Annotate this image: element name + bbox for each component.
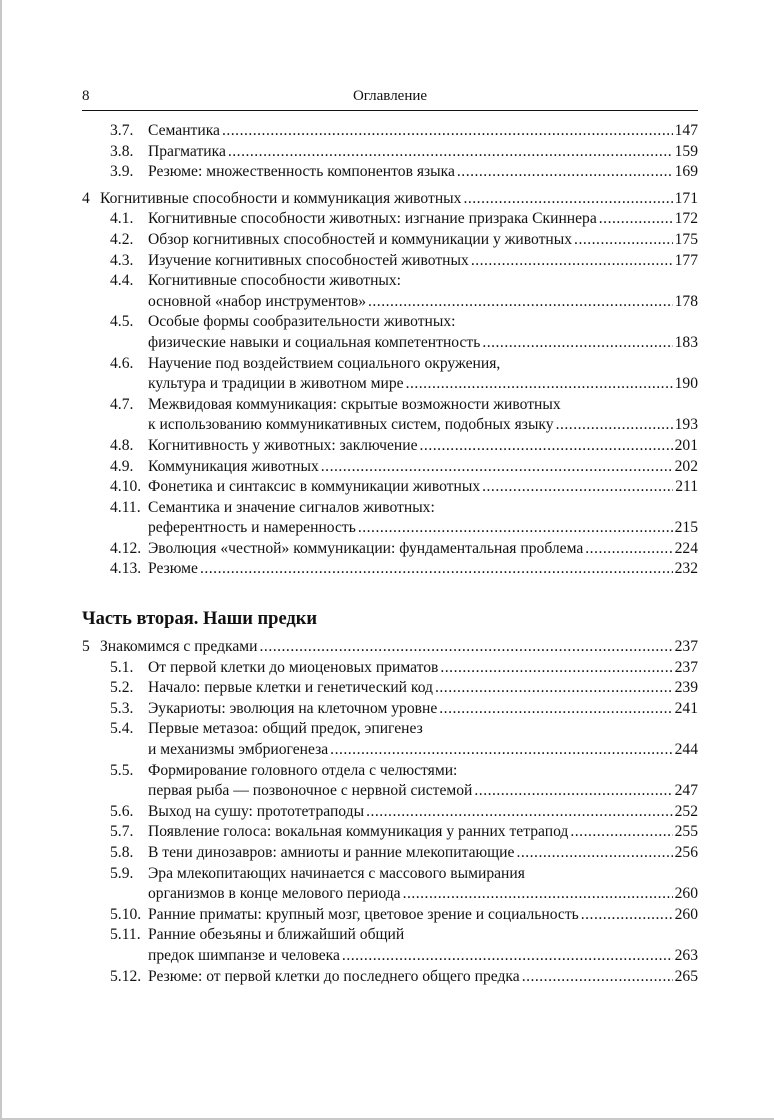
entry-title: Межвидовая коммуникация: скрытые возможности животных — [148, 395, 561, 413]
entry-page-number: 255 — [674, 823, 698, 841]
toc-entry[interactable] — [82, 946, 698, 967]
toc-entry[interactable] — [82, 333, 698, 354]
toc-entry[interactable] — [82, 781, 698, 802]
toc-entry[interactable] — [82, 925, 698, 946]
running-head — [82, 86, 698, 111]
entry-number: 4.2. — [110, 230, 134, 248]
entry-title: Начало: первые клетки и генетический код — [148, 679, 433, 697]
dot-leader — [222, 121, 673, 142]
entry-title-line — [148, 121, 698, 142]
entry-number: 5.10. — [110, 905, 142, 923]
dot-leader — [516, 843, 672, 864]
entry-number: 4.3. — [110, 251, 134, 269]
entry-title: Ранние обезьяны и ближайший общий — [148, 926, 405, 944]
toc-entry[interactable] — [82, 658, 698, 679]
entry-title: От первой клетки до миоценовых приматов — [148, 658, 439, 676]
entry-page-number: 224 — [674, 539, 698, 557]
entry-title-line — [148, 395, 698, 416]
toc-entry[interactable] — [82, 822, 698, 843]
entry-title: Когнитивные способности и коммуникация животных — [100, 189, 462, 207]
entry-title: Формирование головного отдела с челюстями: — [148, 761, 458, 779]
entry-title-line — [148, 884, 698, 905]
entry-title-line — [148, 802, 698, 823]
entry-page-number: 171 — [674, 189, 698, 207]
entry-page-number: 263 — [674, 946, 698, 964]
entry-number: 4.13. — [110, 560, 142, 578]
entry-title-line — [148, 477, 698, 498]
entry-number: 4.9. — [110, 457, 134, 475]
entry-title-line — [148, 333, 698, 354]
entry-page-number: 190 — [674, 375, 698, 393]
dot-leader — [556, 415, 673, 436]
entry-title: Когнитивные способности животных: — [148, 272, 402, 290]
entry-number: 4.7. — [110, 395, 134, 413]
entry-title: Ранние приматы: крупный мозг, цветовое зрение и социальность — [148, 905, 579, 923]
table-of-contents — [82, 121, 698, 987]
toc-entry[interactable] — [82, 162, 698, 183]
dot-leader — [200, 559, 673, 580]
entry-title: Выход на сушу: прототетраподы — [148, 802, 365, 820]
entry-page-number: 252 — [674, 802, 698, 820]
entry-page-number: 260 — [674, 905, 698, 923]
entry-number: 4 — [82, 189, 90, 207]
entry-title-line — [148, 436, 698, 457]
dot-leader — [482, 333, 672, 354]
part-title: Часть вторая. Наши предки — [82, 609, 318, 630]
entry-page-number: 202 — [674, 457, 698, 475]
entry-page-number: 241 — [674, 699, 698, 717]
toc-entry[interactable] — [82, 457, 698, 478]
entry-title-line — [148, 699, 698, 720]
dot-leader — [482, 477, 673, 498]
entry-page-number: 256 — [674, 844, 698, 861]
entry-title-line — [148, 761, 698, 782]
entry-title: Семантика — [148, 122, 220, 139]
entry-title: культура и традиции в животном мире — [148, 375, 404, 393]
entry-number: 4.6. — [110, 354, 134, 372]
dot-leader — [435, 678, 673, 699]
entry-title: предок шимпанзе и человека — [148, 946, 340, 964]
entry-page-number: 178 — [674, 292, 698, 310]
entry-title: Резюме — [148, 560, 198, 578]
toc-entry[interactable] — [82, 121, 698, 142]
entry-title-line — [148, 781, 698, 802]
entry-title: Семантика и значение сигналов животных: — [148, 498, 435, 516]
entry-title-line — [148, 415, 698, 436]
entry-number: 3.8. — [110, 142, 134, 160]
entry-title: и механизмы эмбриогенеза — [148, 741, 329, 759]
dot-leader — [522, 967, 673, 988]
entry-page-number: 172 — [674, 210, 698, 228]
dot-leader — [585, 539, 672, 560]
entry-number: 5.4. — [110, 720, 134, 738]
dot-leader — [439, 699, 672, 720]
dot-leader — [420, 436, 673, 457]
dot-leader — [342, 946, 673, 967]
entry-title-line — [100, 189, 698, 210]
entry-title: Коммуникация животных — [148, 457, 319, 475]
entry-title: Научение под воздействием социального окружения, — [148, 354, 501, 372]
entry-number: 5 — [82, 638, 90, 656]
toc-entry[interactable] — [82, 395, 698, 416]
toc-entry[interactable] — [82, 884, 698, 905]
entry-page-number: 239 — [674, 679, 698, 697]
entry-page-number: 177 — [674, 251, 698, 269]
toc-entry[interactable] — [82, 967, 698, 988]
entry-title-line — [148, 209, 698, 230]
entry-title-line — [148, 740, 698, 761]
entry-number: 5.8. — [110, 844, 134, 861]
entry-title-line — [148, 271, 698, 292]
entry-title: Эра млекопитающих начинается с массового вымирания — [148, 864, 525, 882]
dot-leader — [330, 740, 672, 761]
chapter-3-tail — [82, 121, 698, 183]
entry-number: 5.2. — [110, 679, 134, 697]
entry-page-number: 247 — [674, 782, 698, 800]
dot-leader — [457, 162, 673, 183]
entry-number: 4.10. — [110, 478, 142, 496]
dot-leader — [368, 292, 673, 313]
chapter-5 — [82, 637, 698, 987]
entry-page-number: 201 — [674, 436, 698, 454]
entry-title: Эукариоты: эволюция на клеточном уровне — [148, 699, 438, 717]
entry-title: основной «набор инструментов» — [148, 292, 366, 310]
toc-entry[interactable] — [82, 209, 698, 230]
entry-title-line — [148, 967, 698, 988]
entry-number: 5.12. — [110, 967, 142, 985]
entry-title: В тени динозавров: амниоты и ранние млекопитающие — [148, 844, 515, 861]
entry-title: Резюме: множественность компонентов языка — [148, 163, 455, 181]
entry-title-line — [148, 658, 698, 679]
entry-title: Когнитивные способности животных: изгнание призрака Скиннера — [148, 210, 597, 228]
entry-title-line — [148, 142, 698, 163]
entry-title-line — [148, 374, 698, 395]
toc-entry[interactable] — [82, 142, 698, 163]
entry-title-line — [148, 354, 698, 375]
toc-entry[interactable] — [82, 436, 698, 457]
entry-title: Обзор когнитивных способностей и коммуникации у животных — [148, 230, 573, 248]
entry-title-line — [148, 925, 698, 946]
entry-title: первая рыба — позвоночное с нервной системой — [148, 782, 473, 800]
dot-leader — [321, 457, 673, 478]
entry-number: 3.9. — [110, 163, 134, 181]
entry-title-line — [148, 292, 698, 313]
toc-entry[interactable] — [82, 539, 698, 560]
entry-title-line — [148, 946, 698, 967]
toc-entry[interactable] — [82, 292, 698, 313]
entry-title: Появление голоса: вокальная коммуникация у ранних тетрапод — [148, 823, 569, 841]
toc-entry[interactable] — [82, 477, 698, 498]
entry-page-number: 147 — [674, 122, 698, 139]
chapter-4 — [82, 189, 698, 580]
entry-title: к использованию коммуникативных систем, подобных языку — [148, 416, 554, 434]
dot-leader — [471, 251, 673, 272]
entry-title: референтность и намеренность — [148, 519, 356, 537]
toc-entry[interactable] — [82, 312, 698, 333]
entry-title-line — [148, 230, 698, 251]
entry-title-line — [148, 312, 698, 333]
dot-leader — [463, 189, 672, 210]
toc-entry[interactable] — [82, 905, 698, 926]
dot-leader — [440, 658, 672, 679]
entry-number: 5.11. — [110, 926, 141, 944]
toc-entry[interactable] — [82, 374, 698, 395]
entry-title-line — [148, 864, 698, 885]
entry-number: 4.5. — [110, 313, 134, 331]
toc-entry[interactable] — [82, 271, 698, 292]
entry-title-line — [148, 822, 698, 843]
entry-page-number: 193 — [674, 416, 698, 434]
entry-page-number: 237 — [674, 638, 698, 656]
entry-title-line — [148, 905, 698, 926]
dot-leader — [260, 637, 673, 658]
entry-number: 5.1. — [110, 658, 134, 676]
entry-page-number: 260 — [674, 885, 698, 903]
entry-number: 4.11. — [110, 498, 141, 516]
entry-number: 3.7. — [110, 122, 134, 139]
dot-leader — [574, 230, 673, 251]
entry-title: Первые метазоа: общий предок, эпигенез — [148, 720, 423, 738]
entry-title-line — [148, 162, 698, 183]
toc-entry[interactable] — [82, 740, 698, 761]
toc-entry[interactable] — [82, 802, 698, 823]
dot-leader — [570, 822, 672, 843]
toc-entry[interactable] — [82, 518, 698, 539]
toc-entry[interactable] — [82, 719, 698, 740]
running-head-title: Оглавление — [352, 88, 428, 104]
entry-title-line — [148, 518, 698, 539]
entry-title: Прагматика — [148, 142, 226, 160]
entry-page-number: 244 — [674, 741, 698, 759]
entry-title-line — [148, 719, 698, 740]
page-number: 8 — [82, 88, 90, 104]
dot-leader — [358, 518, 673, 539]
entry-number: 4.8. — [110, 436, 134, 454]
entry-page-number: 175 — [674, 230, 698, 248]
toc-entry[interactable] — [82, 498, 698, 519]
entry-title-line — [100, 637, 698, 658]
toc-entry[interactable] — [82, 843, 698, 864]
entry-title-line — [148, 457, 698, 478]
toc-entry[interactable] — [82, 761, 698, 782]
entry-page-number: 183 — [674, 333, 698, 351]
entry-number: 5.7. — [110, 823, 134, 841]
entry-page-number: 169 — [674, 163, 698, 181]
entry-title: физические навыки и социальная компетентность — [148, 333, 481, 351]
dot-leader — [403, 884, 673, 905]
entry-page-number: 232 — [674, 560, 698, 578]
dot-leader — [599, 209, 673, 230]
dot-leader — [406, 374, 673, 395]
toc-entry[interactable] — [82, 354, 698, 375]
entry-number: 4.12. — [110, 539, 142, 557]
entry-number: 5.6. — [110, 802, 134, 820]
dot-leader — [474, 781, 672, 802]
dot-leader — [581, 905, 673, 926]
entry-page-number: 265 — [674, 967, 698, 985]
entry-title-line — [148, 678, 698, 699]
toc-entry[interactable] — [82, 678, 698, 699]
dot-leader — [366, 802, 673, 823]
toc-entry[interactable] — [82, 559, 698, 580]
entry-title: Фонетика и синтаксис в коммуникации животных — [148, 478, 481, 496]
entry-page-number: 237 — [674, 658, 698, 676]
entry-number: 4.1. — [110, 210, 134, 228]
toc-entry[interactable] — [82, 230, 698, 251]
entry-title: Эволюция «честной» коммуникации: фундаментальная проблема — [148, 539, 584, 557]
entry-title-line — [148, 843, 698, 864]
entry-page-number: 211 — [675, 478, 698, 496]
entry-number: 5.5. — [110, 761, 134, 779]
entry-title: организмов в конце мелового периода — [148, 885, 401, 903]
entry-title-line — [148, 559, 698, 580]
entry-page-number: 215 — [674, 519, 698, 537]
entry-number: 4.4. — [110, 272, 134, 290]
entry-title: Особые формы сообразительности животных: — [148, 313, 456, 331]
toc-entry[interactable] — [82, 699, 698, 720]
entry-title-line — [148, 539, 698, 560]
toc-entry[interactable] — [82, 864, 698, 885]
entry-page-number: 159 — [674, 142, 698, 160]
entry-title: Когнитивность у животных: заключение — [148, 436, 418, 454]
toc-entry[interactable] — [82, 251, 698, 272]
dot-leader — [228, 142, 673, 163]
toc-entry[interactable] — [82, 415, 698, 436]
entry-number: 5.9. — [110, 864, 134, 882]
entry-title-line — [148, 498, 698, 519]
entry-title: Знакомимся с предками — [100, 638, 258, 656]
toc-chapter-entry[interactable] — [82, 189, 698, 210]
entry-title-line — [148, 251, 698, 272]
entry-title: Изучение когнитивных способностей животных — [148, 251, 469, 269]
entry-number: 5.3. — [110, 699, 134, 717]
toc-chapter-entry[interactable] — [82, 637, 698, 658]
entry-title: Резюме: от первой клетки до последнего общего предка — [148, 967, 520, 985]
